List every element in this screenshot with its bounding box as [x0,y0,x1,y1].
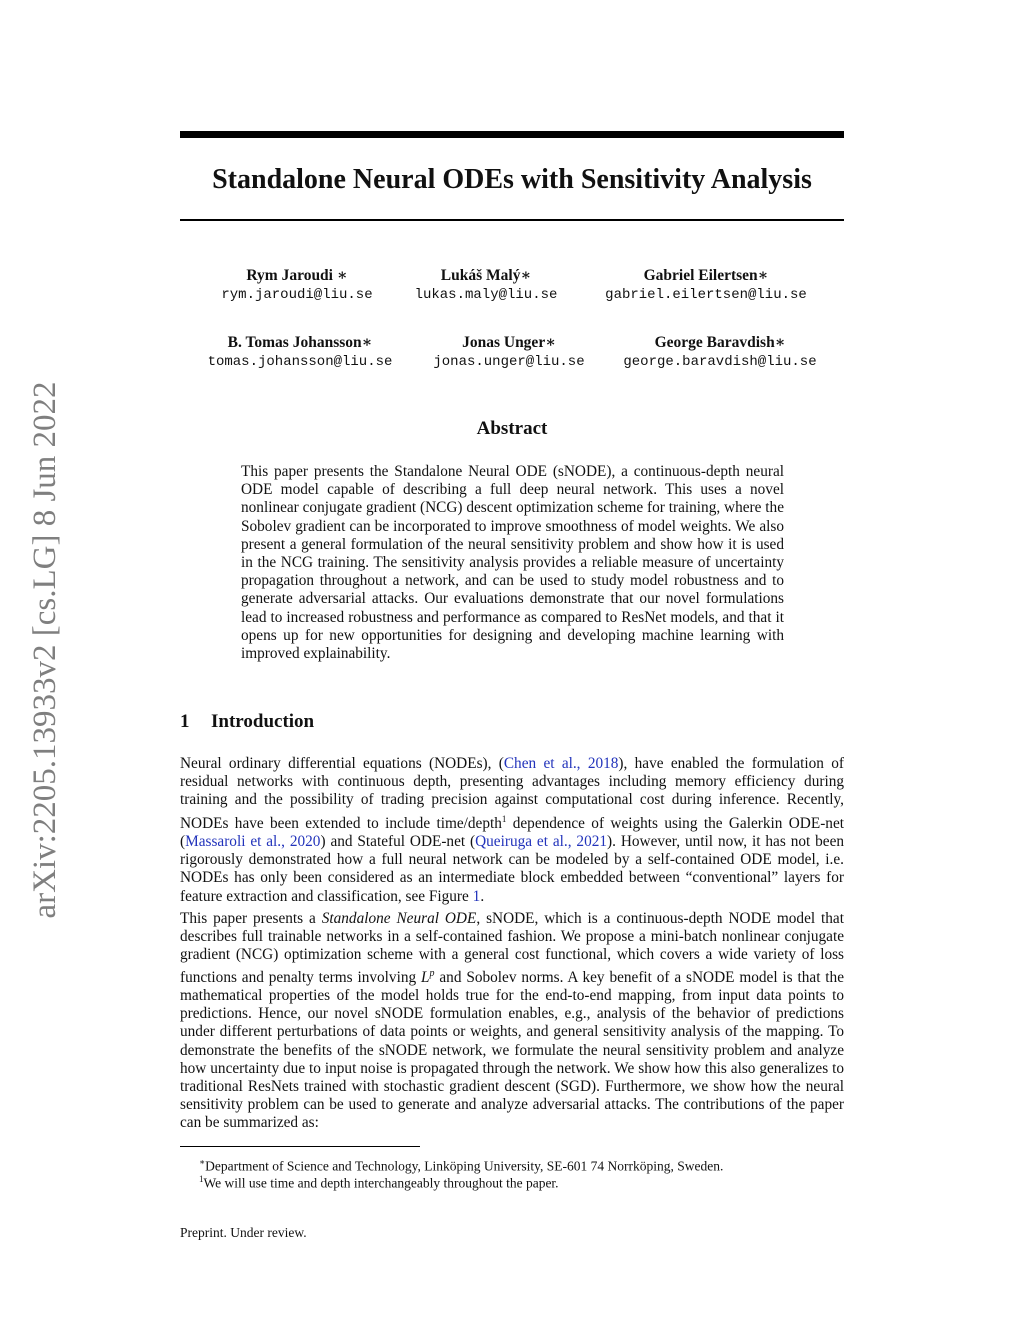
author-block-2 [366,266,606,305]
text-run: and Sobolev norms. A key benefit of a sNODE model is that the mathematical properties of the model holds true for the end-to-end mapping, from input data points to predictions. Hence, our novel sNODE formulation enables, e.g., analysis of the behavior of predictions under different perturbations of data points or weights, and general sensitivity analysis of the mapping. To demonstrate the benefits of the sNODE network, we formulate the neural sensitivity problem and analyze how uncertainty due to input noise is propagated through the network. We show how this also generalizes to traditional ResNets trained with stochastic gradient descent (SGD). Furthermore, we show how the neural sensitivity problem can be used to generate and analyze adversarial attacks. The contributions of the paper can be summarized as: [180,968,844,1132]
math-superscript: p [429,967,435,979]
footnote-mark-1: 1 [501,813,507,824]
author-email: rym.jaroudi@liu.se [221,287,373,303]
footnote-mark: 1 [199,1174,204,1184]
footnote-text: We will use time and depth interchangeably throughout the paper. [203,1175,559,1191]
footnote-text: Department of Science and Technology, Linköping University, SE-601 74 Norrköping, Sweden. [205,1158,724,1174]
author-name: Lukáš Malý∗ [440,267,532,284]
text-run: ) and Stateful ODE-net ( [320,832,476,850]
footnote-mark: ∗ [199,1157,206,1167]
author-name: B. Tomas Johansson∗ [227,334,373,351]
author-email: gabriel.eilertsen@liu.se [605,287,807,303]
title-top-rule [180,131,844,138]
text-run: dependence of weights using the Galerkin ODE-net ( [180,814,844,850]
text-run: ), have enabled the formulation of residual networks with continuous depth, presenting advantages including memory efficiency during training and the possibility of trading precision against computational cost during inference. Recently, NODEs have been extended to include time/depth [180,755,844,832]
author-block-6 [600,333,840,372]
text-run: ). However, until now, it has not been rigorously demonstrated how a full neural network can be modeled by a self-contained ODE model, i.e. NODEs has only been considered as an intermediate block embedded between “conventional” layers for feature extraction and classification, see Figure [180,832,845,905]
footnote-time-depth [199,1171,559,1192]
emphasis-snode: Standalone Neural ODE [321,910,477,927]
abstract-text: This paper presents the Standalone Neural ODE (sNODE), a continuous-depth neural ODE model capable of describing a full deep neural network. This uses a novel nonlinear conjugate gradient (NCG) descent optimization scheme for training, where the Sobolev gradient can be incorporated to improve smoothness of model weights. We also present a general formulation of the neural sensitivity problem and show how it is used in the NCG training. The sensitivity analysis provides a reliable measure of uncertainty propagation throughout a network, and can be used to study model robustness and to generate adversarial attacks. Our evaluations demonstrate that our novel formulations lead to increased robustness and performance as compared to ResNet models, and that it opens up for new opportunities for designing and developing machine learning with improved explainability. [241,463,784,663]
author-name: George Baravdish∗ [654,334,786,351]
text-run: This paper presents a [180,910,322,927]
author-email: tomas.johansson@liu.se [207,354,393,370]
preprint-footer: Preprint. Under review. [180,1225,307,1240]
figure-ref-1[interactable]: 1 [472,887,481,905]
citation-queiruga-2021[interactable]: Queiruga et al., 2021 [475,832,608,850]
paper-title: Standalone Neural ODEs with Sensitivity Analysis [212,164,812,195]
section-title: Introduction [211,711,315,732]
author-name: Gabriel Eilertsen∗ [643,267,769,284]
arxiv-sidebar-stamp: arXiv:2205.13933v2 [cs.LG] 8 Jun 2022 [27,381,63,919]
text-run: , sNODE, which is a continuous-depth NODE model that describes full trainable networks in a self-contained fashion. We propose a mini-batch nonlinear conjugate gradient (NCG) optimization scheme with a general cost functional, which covers a wide variety of loss functions and penalty terms involving [180,910,844,986]
section-number: 1 [180,711,190,732]
author-block-5 [389,333,629,372]
citation-chen-2018[interactable]: Chen et al., 2018 [503,755,619,772]
intro-paragraph-2 [180,910,844,1133]
citation-massaroli-2020[interactable]: Massaroli et al., 2020 [185,832,321,850]
title-bottom-rule [180,219,844,221]
author-name: Jonas Unger∗ [462,334,556,351]
author-email: jonas.unger@liu.se [433,354,585,370]
author-email: george.baravdish@liu.se [623,354,817,370]
author-name: Rym Jaroudi ∗ [246,267,348,284]
footnote-rule [180,1146,420,1147]
author-email: lukas.maly@liu.se [414,287,558,303]
text-run: Neural ordinary differential equations (NODEs), ( [180,755,504,772]
author-block-3 [586,266,826,305]
text-run: . [480,887,485,905]
section-heading-introduction [180,710,314,734]
math-lp [421,969,435,986]
intro-paragraph-1 [180,755,844,906]
author-block-4 [180,333,420,372]
math-base: L [421,968,430,986]
abstract-heading: Abstract [476,418,548,439]
